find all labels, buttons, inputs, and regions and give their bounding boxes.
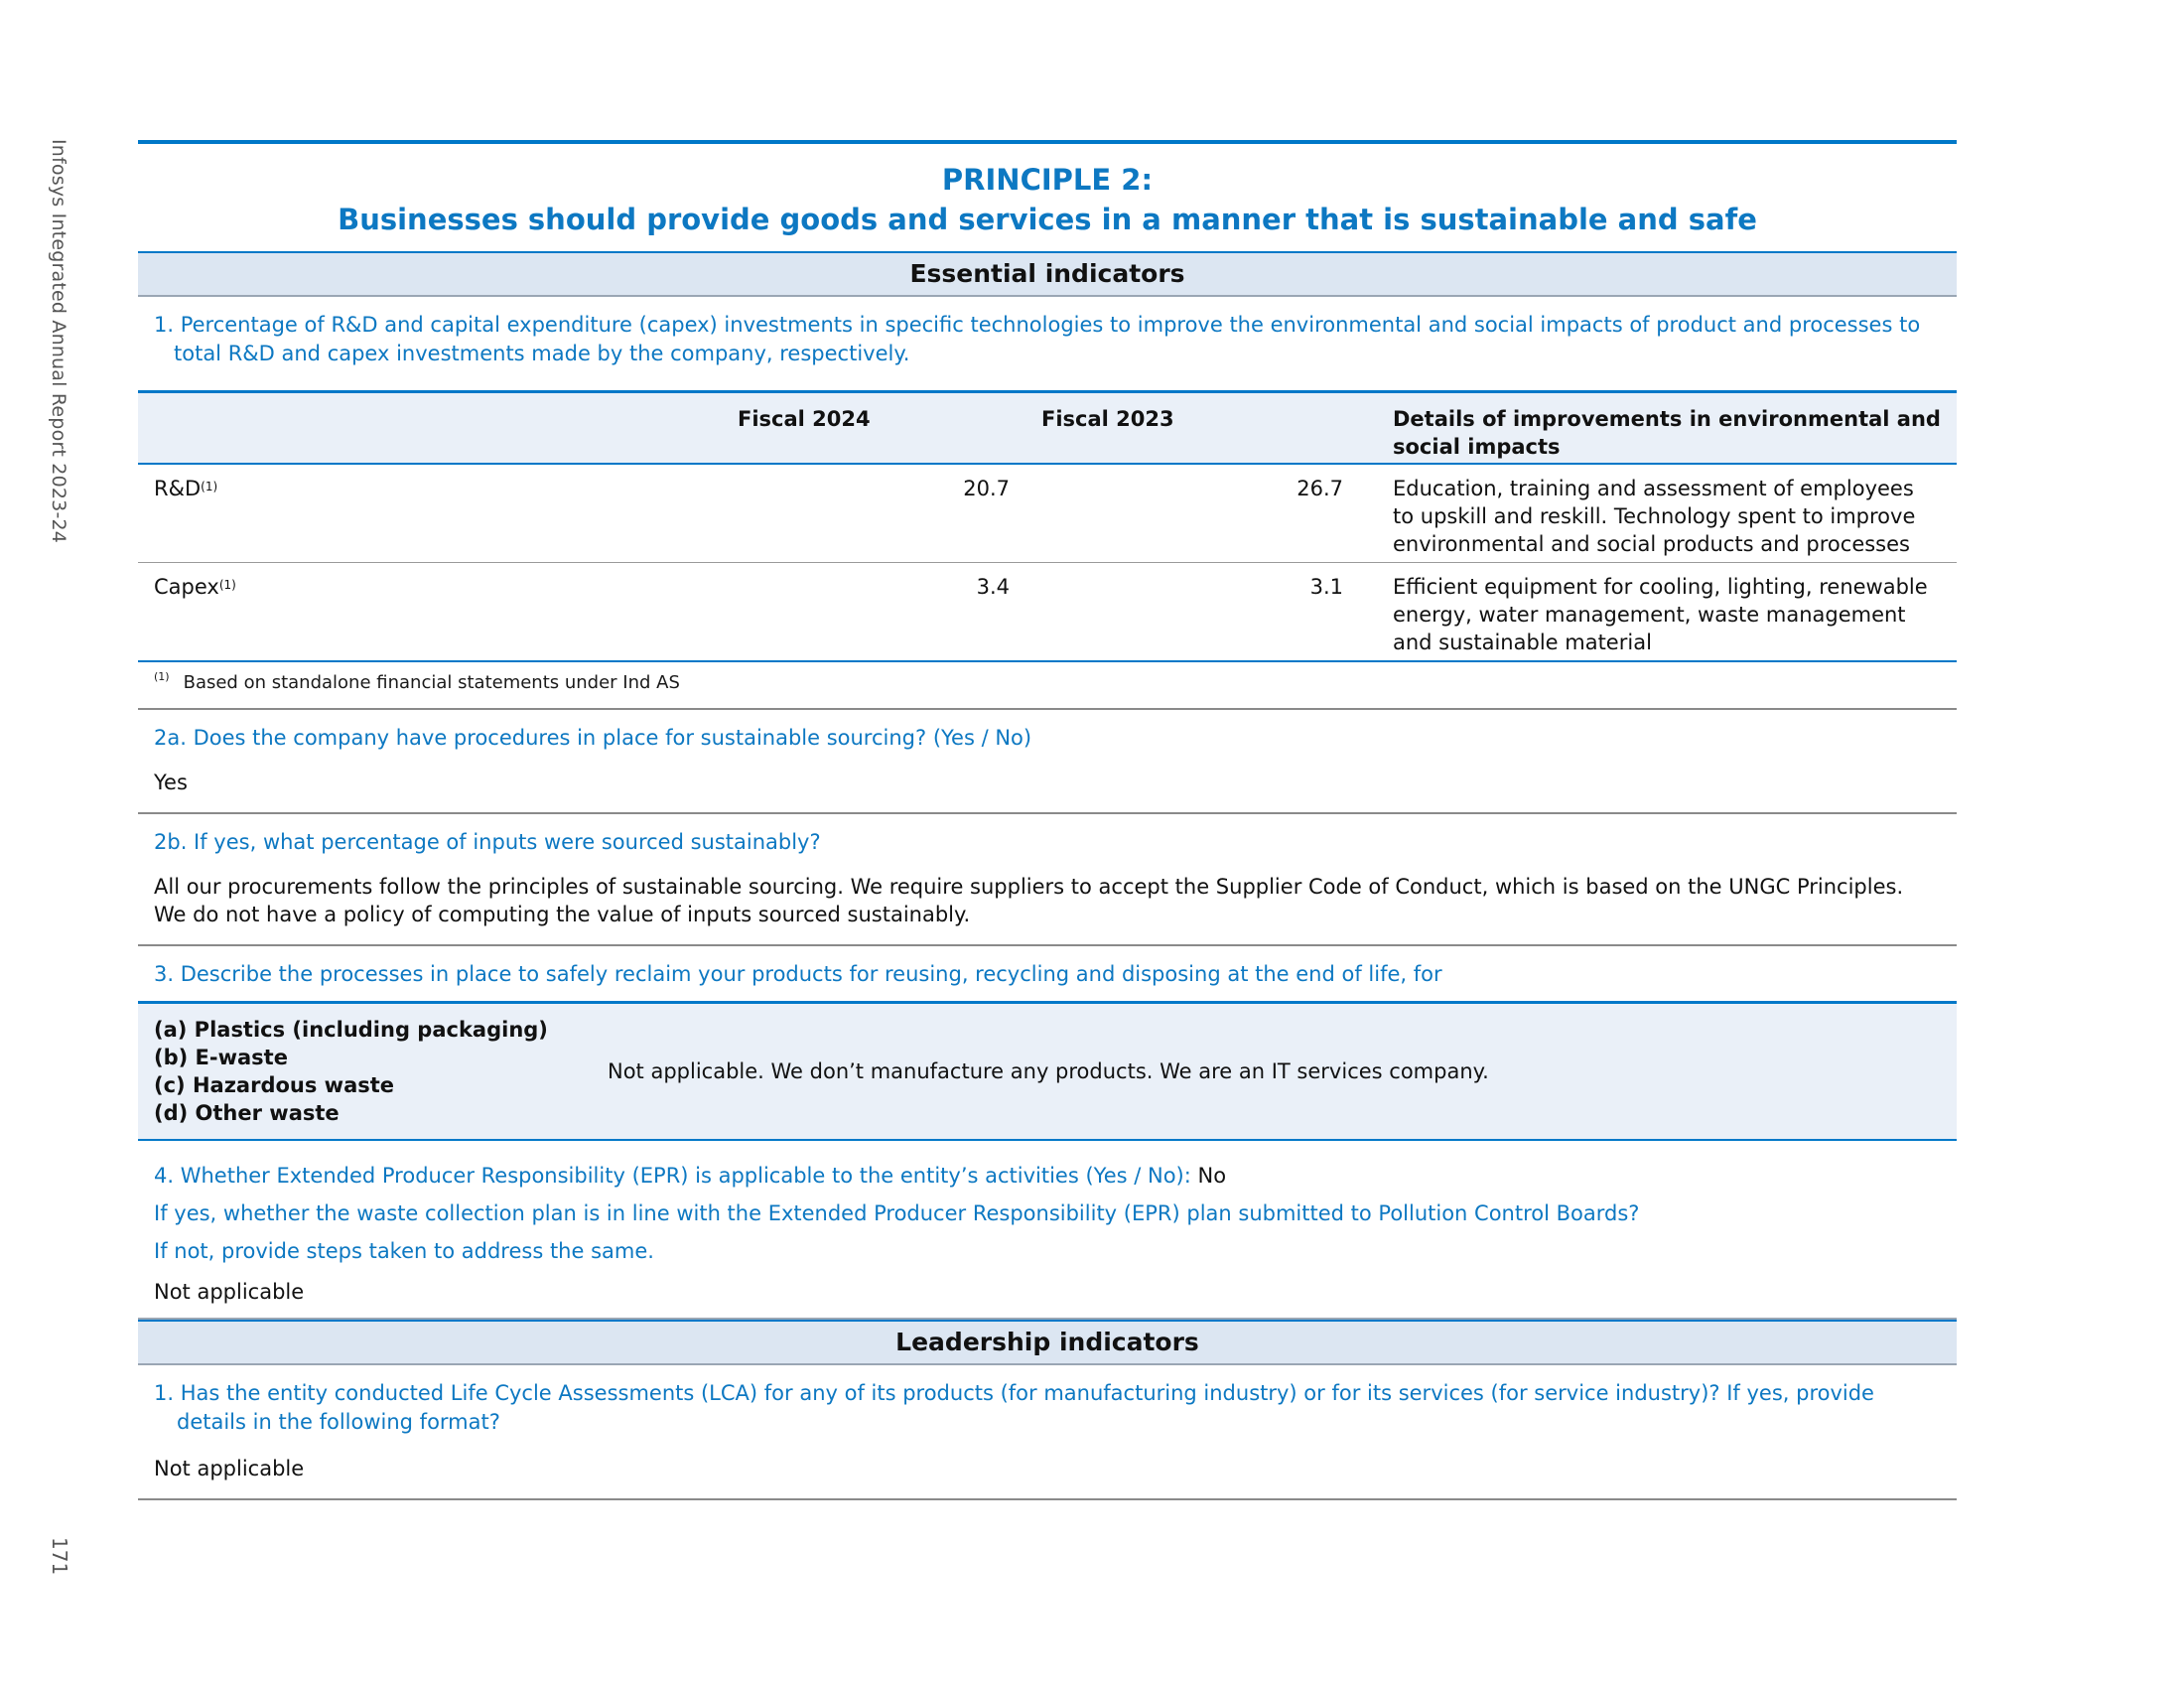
question-2b-answer: All our procurements follow the principles of sustainable sourcing. We require suppliers to accept the Supplier Code of Conduct, which is based on the UNGC Principles. We do not have a policy of computing the value of inputs sourced sustainably.	[154, 875, 1904, 926]
leadership-indicators-heading: Leadership indicators	[138, 1320, 1957, 1365]
question-3-answer: Not applicable. We don’t manufacture any products. We are an IT services company.	[608, 1059, 1489, 1083]
question-2b	[138, 814, 1957, 946]
footnote-marker: (1)	[154, 670, 170, 683]
question-2a	[138, 710, 1957, 814]
question-1-text: 1. Percentage of R&D and capital expenditure (capex) investments in specific technologies to improve the environmental and social impacts of product and processes to total R&D and capex investments made by the company, respectively.	[154, 313, 1921, 365]
footnote-ref: (1)	[201, 480, 218, 493]
rd-capex-table	[138, 390, 1957, 662]
principle-section	[138, 140, 1957, 1500]
essential-indicators-heading: Essential indicators	[138, 251, 1957, 297]
list-item: (c) Hazardous waste	[154, 1073, 395, 1097]
row-label	[138, 563, 722, 662]
list-item: (a) Plastics (including packaging)	[154, 1018, 548, 1042]
details-value: Efficient equipment for cooling, lighting, renewable energy, water management, waste management and sustainable material	[1359, 563, 1957, 662]
col-header-details: Details of improvements in environmental and social impacts	[1359, 392, 1957, 465]
leadership-question-1-text: 1. Has the entity conducted Life Cycle Assessments (LCA) for any of its products (for manufacturing industry) or for its services (for service industry)? If yes, provide details in the following format?	[154, 1381, 1874, 1434]
fy2024-value: 3.4	[722, 563, 1025, 662]
list-item: (b) E-waste	[154, 1046, 288, 1069]
principle-statement: Businesses should provide goods and services in a manner that is sustainable and safe	[338, 203, 1757, 236]
row-label-text: R&D	[154, 477, 202, 500]
principle-heading	[138, 144, 1957, 251]
leadership-question-1-answer: Not applicable	[154, 1457, 305, 1480]
report-title-text: Infosys Integrated Annual Report 2023-24	[48, 139, 69, 544]
fy2023-value: 26.7	[1025, 464, 1359, 563]
question-4-line1-text: 4. Whether Extended Producer Responsibility (EPR) is applicable to the entity’s activities (Yes / No):	[154, 1164, 1191, 1188]
question-4-line1	[154, 1157, 1941, 1195]
page-number-text: 171	[48, 1537, 71, 1576]
footnote-ref: (1)	[218, 578, 236, 592]
question-4	[138, 1141, 1957, 1320]
table-footnote	[138, 662, 1957, 710]
question-3-text: 3. Describe the processes in place to safely reclaim your products for reusing, recycling and disposing at the end of life, for	[154, 962, 1442, 986]
fy2023-value: 3.1	[1025, 563, 1359, 662]
principle-label: PRINCIPLE 2:	[941, 163, 1154, 197]
leadership-question-1	[138, 1365, 1957, 1500]
table-row	[138, 464, 1957, 563]
details-value: Education, training and assessment of employees to upskill and reskill. Technology spent to improve environmental and social products and processes	[1359, 464, 1957, 563]
question-4-line3: If not, provide steps taken to address the same.	[154, 1239, 654, 1263]
question-4-inline-answer: No	[1190, 1164, 1227, 1188]
question-2a-text: 2a. Does the company have procedures in place for sustainable sourcing? (Yes / No)	[154, 726, 1032, 750]
row-label-text: Capex	[154, 575, 219, 599]
table-row	[138, 563, 1957, 662]
report-title-vertical	[48, 139, 69, 544]
row-label	[138, 464, 722, 563]
footnote-text: Based on standalone financial statements under Ind AS	[183, 672, 680, 693]
table-header-row	[138, 392, 1957, 465]
question-4-line2: If yes, whether the waste collection plan is in line with the Extended Producer Responsibility (EPR) plan submitted to Pollution Control Boards?	[154, 1201, 1640, 1225]
question-4-answer: Not applicable	[154, 1280, 305, 1304]
fy2024-value: 20.7	[722, 464, 1025, 563]
question-1	[138, 297, 1957, 390]
page-number	[50, 1537, 73, 1597]
col-header-fy2024: Fiscal 2024	[722, 392, 1025, 465]
list-item: (d) Other waste	[154, 1101, 340, 1125]
waste-categories-panel	[138, 1004, 1957, 1141]
question-2b-text: 2b. If yes, what percentage of inputs were sourced sustainably?	[154, 830, 821, 854]
col-header-label	[138, 392, 722, 465]
question-2a-answer: Yes	[154, 771, 188, 794]
col-header-fy2023: Fiscal 2023	[1025, 392, 1359, 465]
question-3	[138, 946, 1957, 1004]
waste-category-list	[154, 1016, 608, 1127]
